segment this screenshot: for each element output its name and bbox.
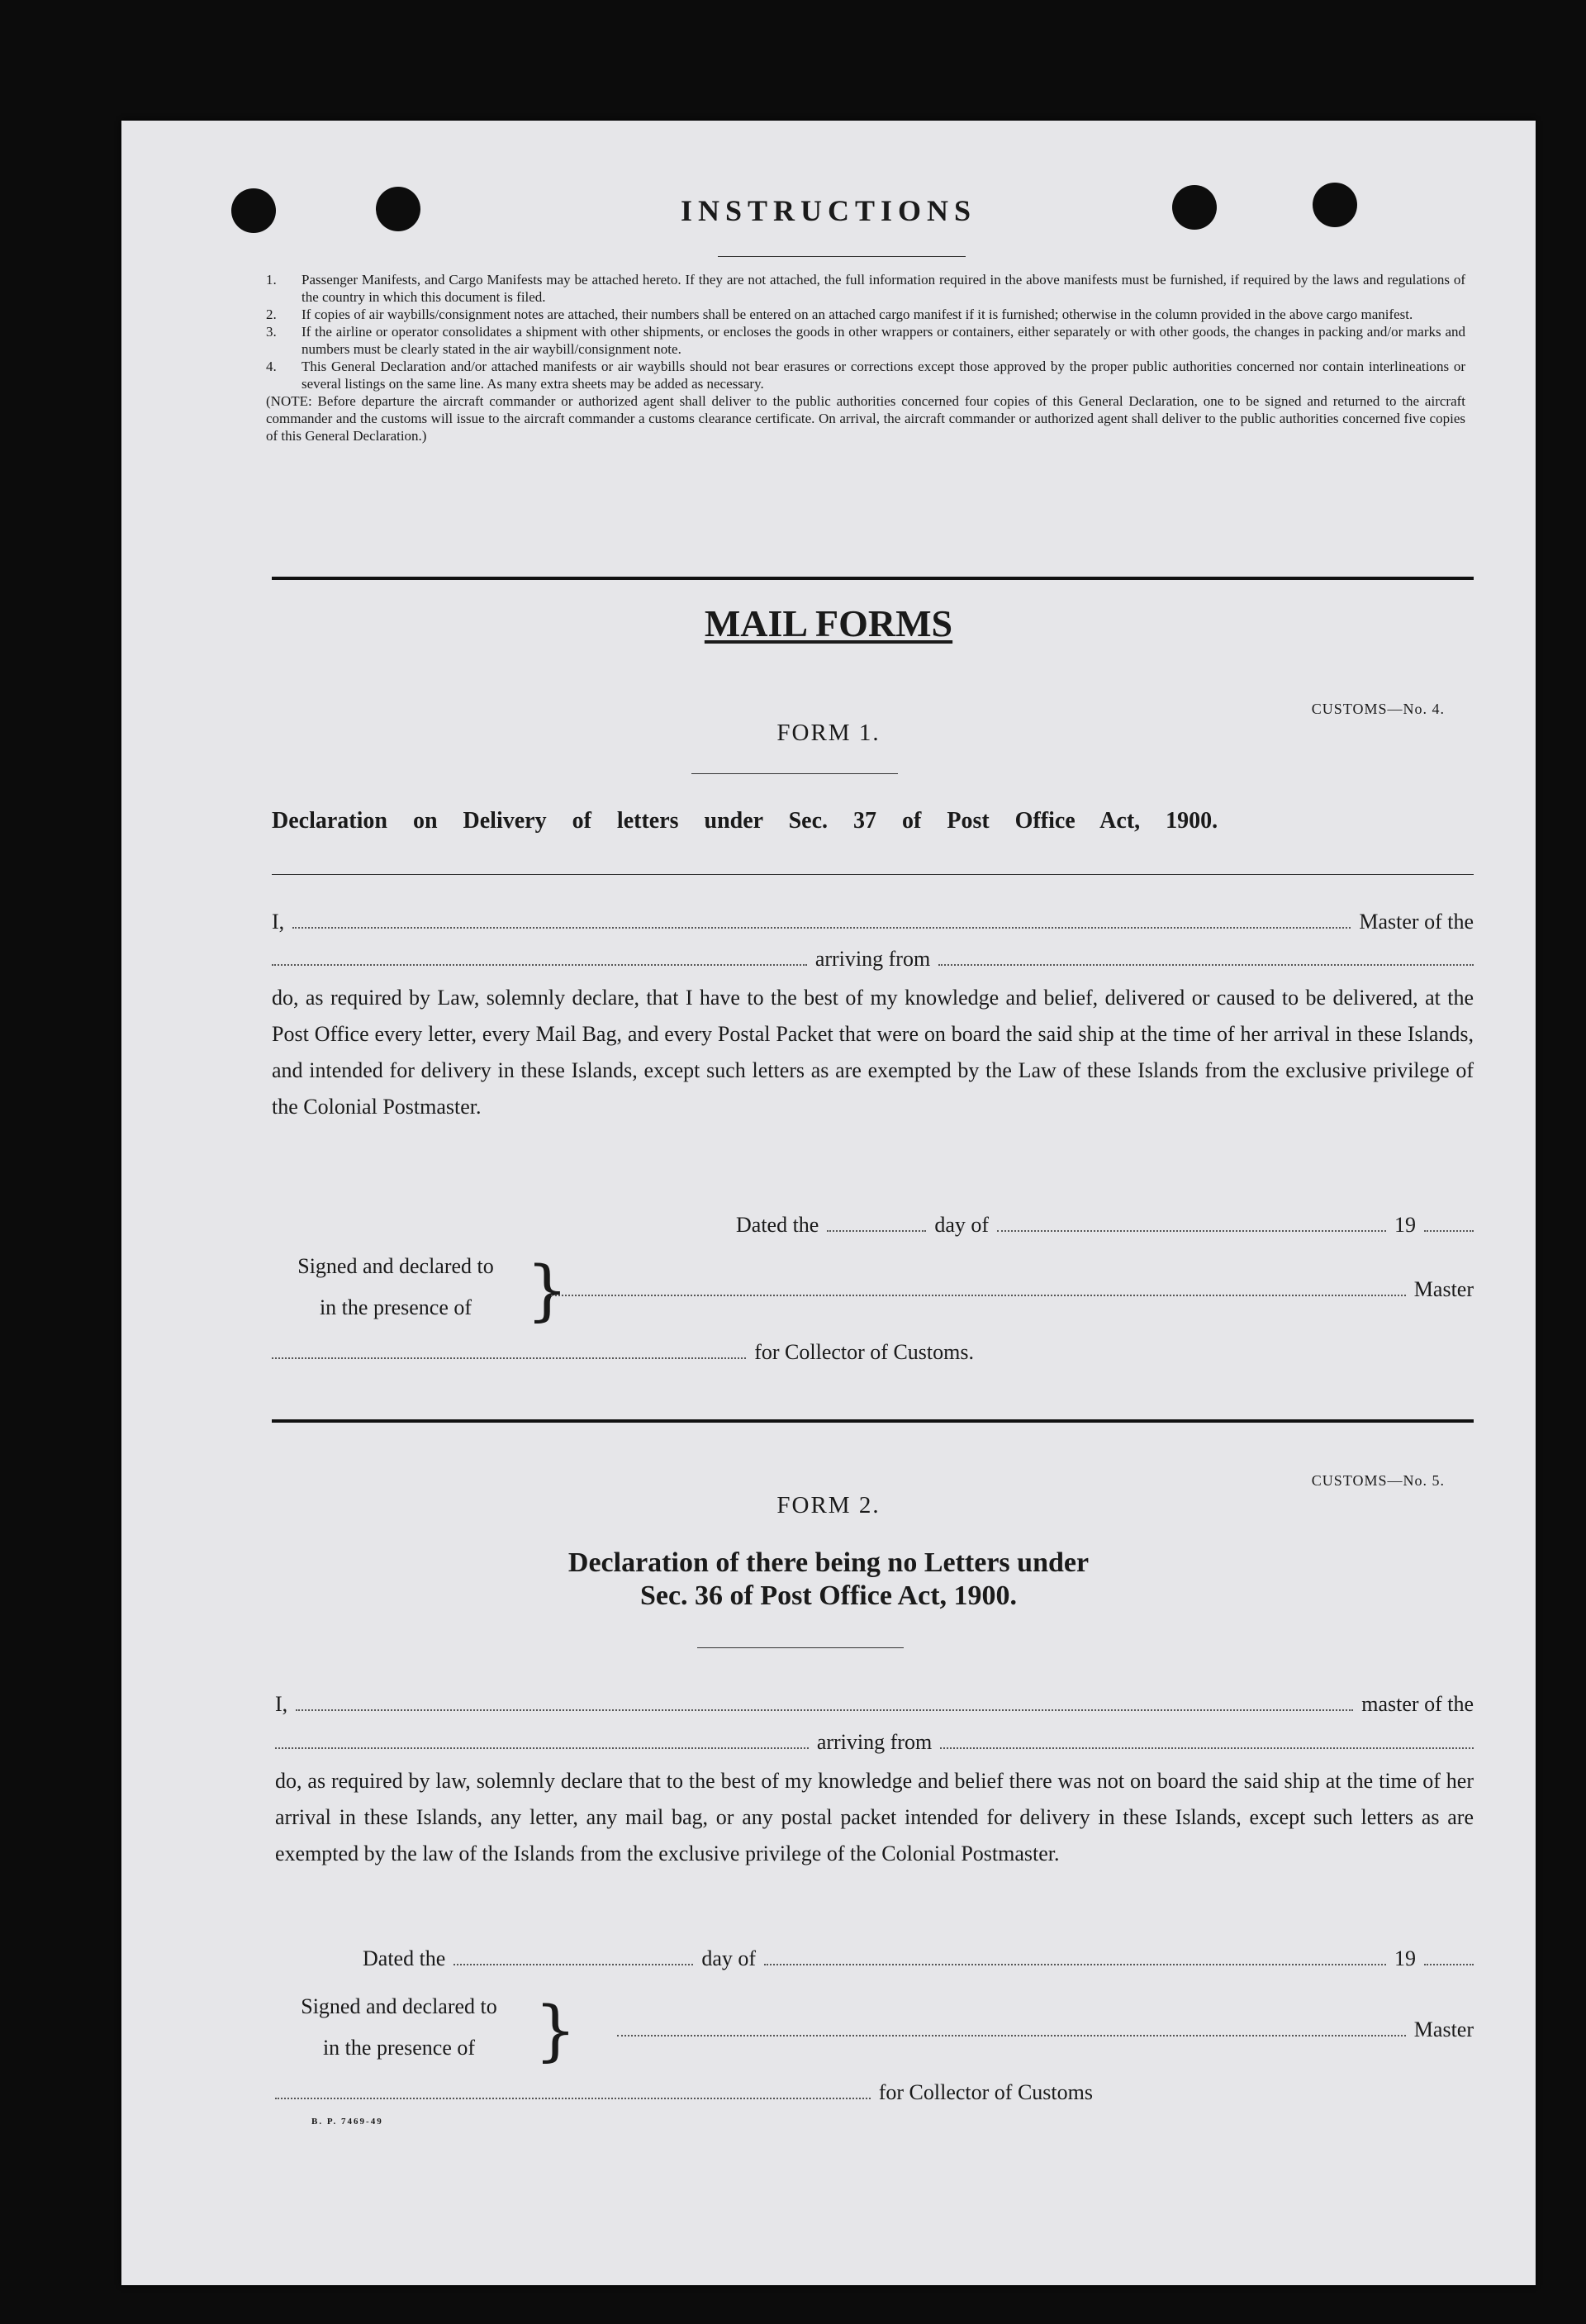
instructions-title: INSTRUCTIONS — [680, 194, 977, 227]
form1-signed-label: Signed and declared to in the presence of — [297, 1254, 494, 1319]
instructions-list — [266, 271, 1465, 444]
form1-name-field[interactable] — [292, 927, 1351, 929]
instruction-item: 4. This General Declaration and/or attached manifests or air waybills should not bear erasures or corrections except those approved by the proper public authorities concerned nor contain interlineations or several listings on the same line. As many extra sheets may be added as necessary. — [266, 359, 1465, 392]
form1-title-rule — [691, 773, 898, 774]
form1-year-field[interactable] — [1424, 1230, 1474, 1232]
form1-ship-field[interactable] — [272, 964, 807, 966]
form1-master-field[interactable] — [551, 1295, 1406, 1296]
form2-month-field[interactable] — [764, 1964, 1386, 1965]
form2-master-line: Master — [617, 2017, 1474, 2042]
form2-day-field[interactable] — [453, 1964, 693, 1965]
form1-title: FORM 1. — [776, 720, 881, 746]
form1-date-line: Dated the day of 19 — [736, 1213, 1474, 1238]
form1-collector-field[interactable] — [272, 1357, 746, 1359]
form1-name-line: I, Master of the — [272, 910, 1474, 934]
form2-master-field[interactable] — [617, 2035, 1406, 2036]
form2-date-line: Dated the day of 19 — [363, 1946, 1474, 1971]
form2-origin-field[interactable] — [940, 1747, 1474, 1749]
instructions-title-rule — [718, 256, 966, 257]
instruction-note: (NOTE: Before departure the aircraft commander or authorized agent shall deliver to the public authorities concerned four copies of this General Declaration, one to be signed and returned to the aircraft commander and the customs will issue to the aircraft commander a customs clearance certificate. On arrival, the aircraft commander or authorized agent shall deliver to the public authorities concerned five copies of this General Declaration.) — [266, 393, 1465, 444]
instruction-item: 2. If copies of air waybills/consignment notes are attached, their numbers shall be entered on an attached cargo manifest if it is furnished; otherwise in the column provided in the above cargo manifest. — [266, 307, 1413, 322]
form2-name-field[interactable] — [296, 1709, 1353, 1711]
form1-month-field[interactable] — [997, 1230, 1386, 1232]
form1-ship-line: arriving from — [272, 947, 1474, 972]
form1-day-field[interactable] — [827, 1230, 926, 1232]
form1-collector-line: for Collector of Customs. — [272, 1340, 974, 1365]
instruction-item: 1. Passenger Manifests, and Cargo Manifests may be attached hereto. If they are not attached, the full information required in the above manifests must be furnished, if required by the laws and regulations of the country in which this document is filed. — [266, 272, 1465, 305]
form1-declaration-heading: Declaration on Delivery of letters under Sec. 37 of Post Office Act, 1900. — [272, 808, 1218, 834]
form2-signed-label: Signed and declared to in the presence of — [301, 1994, 497, 2060]
form2-title: FORM 2. — [776, 1492, 881, 1518]
form1-origin-field[interactable] — [938, 964, 1474, 966]
form2-name-line: I, master of the — [275, 1692, 1474, 1716]
form2-heading-rule — [697, 1647, 904, 1648]
brace-icon: } — [526, 1252, 568, 1328]
section-divider — [272, 577, 1474, 580]
form1-body-text: do, as required by Law, solemnly declare, that I have to the best of my knowledge and belief, delivered or caused to be delivered, at the Post Office every letter, every Mail Bag, and every Postal Packet that were on board the said ship at the time of her arrival in these Islands, and intended for delivery in these Islands, except such letters as are exempted by the Law of these Islands from the exclusive privilege of the Colonial Postmaster. — [272, 986, 1474, 1119]
form2-ship-field[interactable] — [275, 1747, 809, 1749]
form2-year-field[interactable] — [1424, 1964, 1474, 1965]
form2-collector-field[interactable] — [275, 2098, 871, 2099]
mail-forms-title: MAIL FORMS — [704, 602, 953, 644]
form2-collector-line: for Collector of Customs — [275, 2080, 1093, 2105]
document-page — [121, 121, 1536, 2285]
form1-master-line: Master — [551, 1277, 1474, 1302]
form2-ship-line: arriving from — [275, 1730, 1474, 1755]
print-code: B. P. 7469-49 — [311, 2117, 383, 2127]
form2-declaration-heading: Declaration of there being no Letters under Sec. 36 of Post Office Act, 1900. — [567, 1547, 1090, 1611]
form2-customs-number: CUSTOMS—No. 5. — [1311, 1472, 1445, 1489]
form2-body-text: do, as required by law, solemnly declare that to the best of my knowledge and belief there was not on board the said ship at the time of her arrival in these Islands, any letter, any mail bag, or any postal packet intended for delivery in these Islands, except such letters as are exempted by the law of the Islands from the exclusive privilege of the Colonial Postmaster. — [275, 1769, 1474, 1865]
instruction-item: 3. If the airline or operator consolidates a shipment with other shipments, or encloses the goods in other wrappers or containers, either separately or with other goods, the changes in packing and/or marks and numbers must be clearly stated in the air waybill/consignment note. — [266, 324, 1465, 357]
form1-customs-number: CUSTOMS—No. 4. — [1311, 701, 1445, 717]
brace-icon: } — [534, 1992, 577, 2069]
form-divider — [272, 1419, 1474, 1423]
form1-heading-rule — [272, 874, 1474, 875]
